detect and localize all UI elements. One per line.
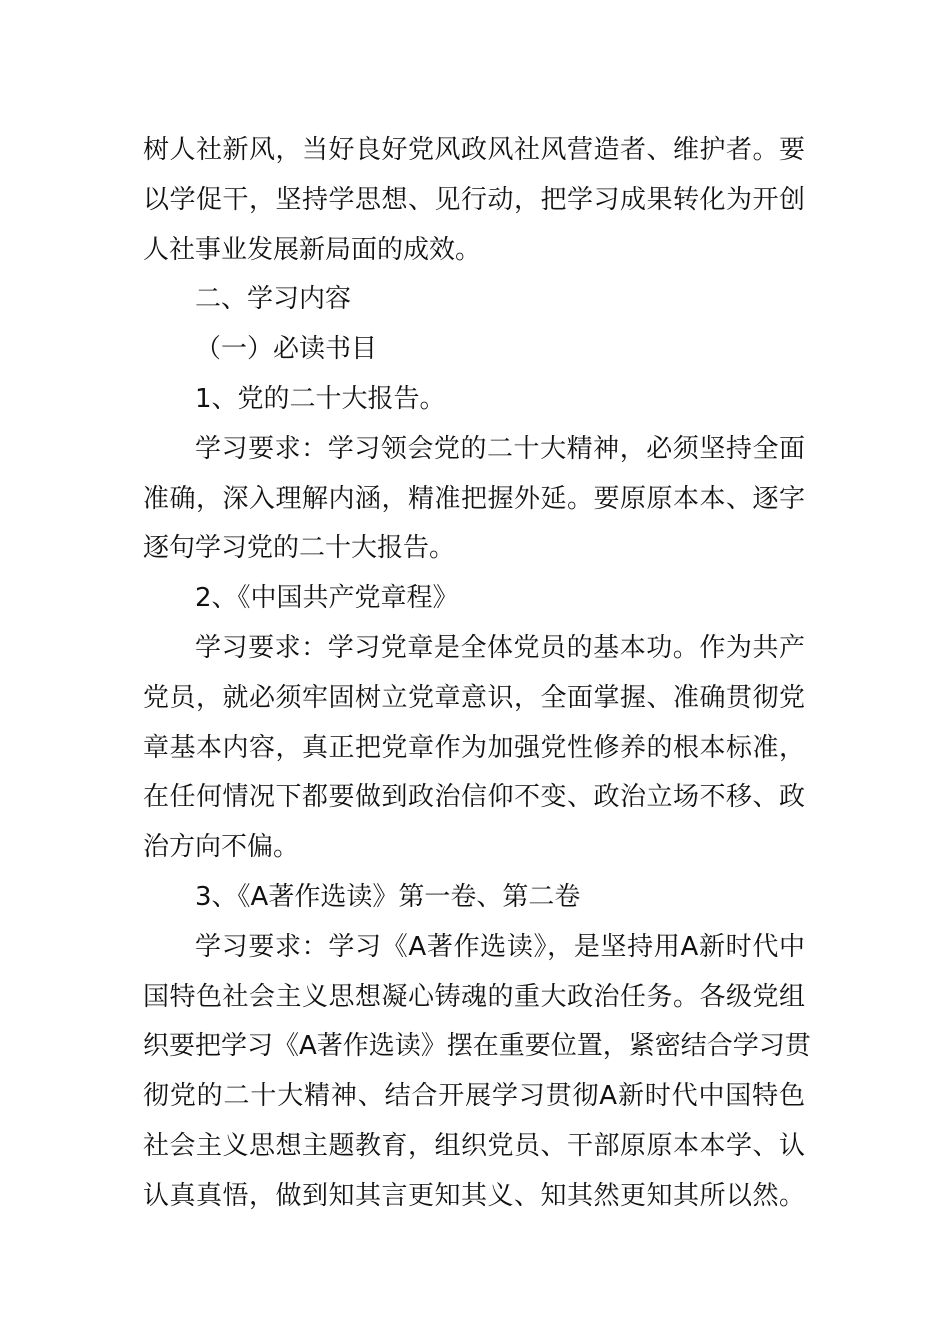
text-line: 章基本内容，真正把党章作为加强党性修养的根本标准，	[143, 732, 805, 763]
text-line: （一）必读书目	[195, 334, 378, 365]
text-line: 树人社新风，当好良好党风政风社风营造者、维护者。要	[143, 135, 805, 165]
text-line: 在任何情况下都要做到政治信仰不变、政治立场不移、政	[143, 782, 805, 813]
text-line: 学习要求：学习领会党的二十大精神，必须坚持全面	[195, 433, 805, 464]
text-line: 学习要求：学习党章是全体党员的基本功。作为共产	[195, 633, 805, 663]
text-line: 社会主义思想主题教育，组织党员、干部原原本本学、认	[143, 1131, 805, 1161]
text-line: 1、党的二十大报告。	[195, 384, 446, 414]
text-line: 党员，就必须牢固树立党章意识，全面掌握、准确贯彻党	[143, 682, 805, 713]
text-line: 治方向不偏。	[143, 832, 300, 863]
text-line: 织要把学习《A著作选读》摆在重要位置，紧密结合学习贯	[143, 1031, 811, 1062]
text-line: 认真真悟，做到知其言更知其义、知其然更知其所以然。	[143, 1180, 805, 1211]
text-line: 3、《A著作选读》第一卷、第二卷	[195, 882, 581, 912]
text-line: 学习要求：学习《A著作选读》，是坚持用A新时代中	[195, 931, 805, 962]
text-line: 彻党的二十大精神、结合开展学习贯彻A新时代中国特色	[143, 1081, 805, 1112]
text-line: 2、《中国共产党章程》	[195, 583, 459, 614]
text-line: 准确，深入理解内涵，精准把握外延。要原原本本、逐字	[143, 483, 805, 514]
text-line: 人社事业发展新局面的成效。	[143, 234, 482, 265]
text-line: 逐句学习党的二十大报告。	[143, 533, 456, 564]
text-line: 国特色社会主义思想凝心铸魂的重大政治任务。各级党组	[143, 981, 805, 1012]
text-line: 以学促干，坚持学思想、见行动，把学习成果转化为开创	[143, 184, 805, 215]
text-line: 二、学习内容	[195, 284, 352, 315]
